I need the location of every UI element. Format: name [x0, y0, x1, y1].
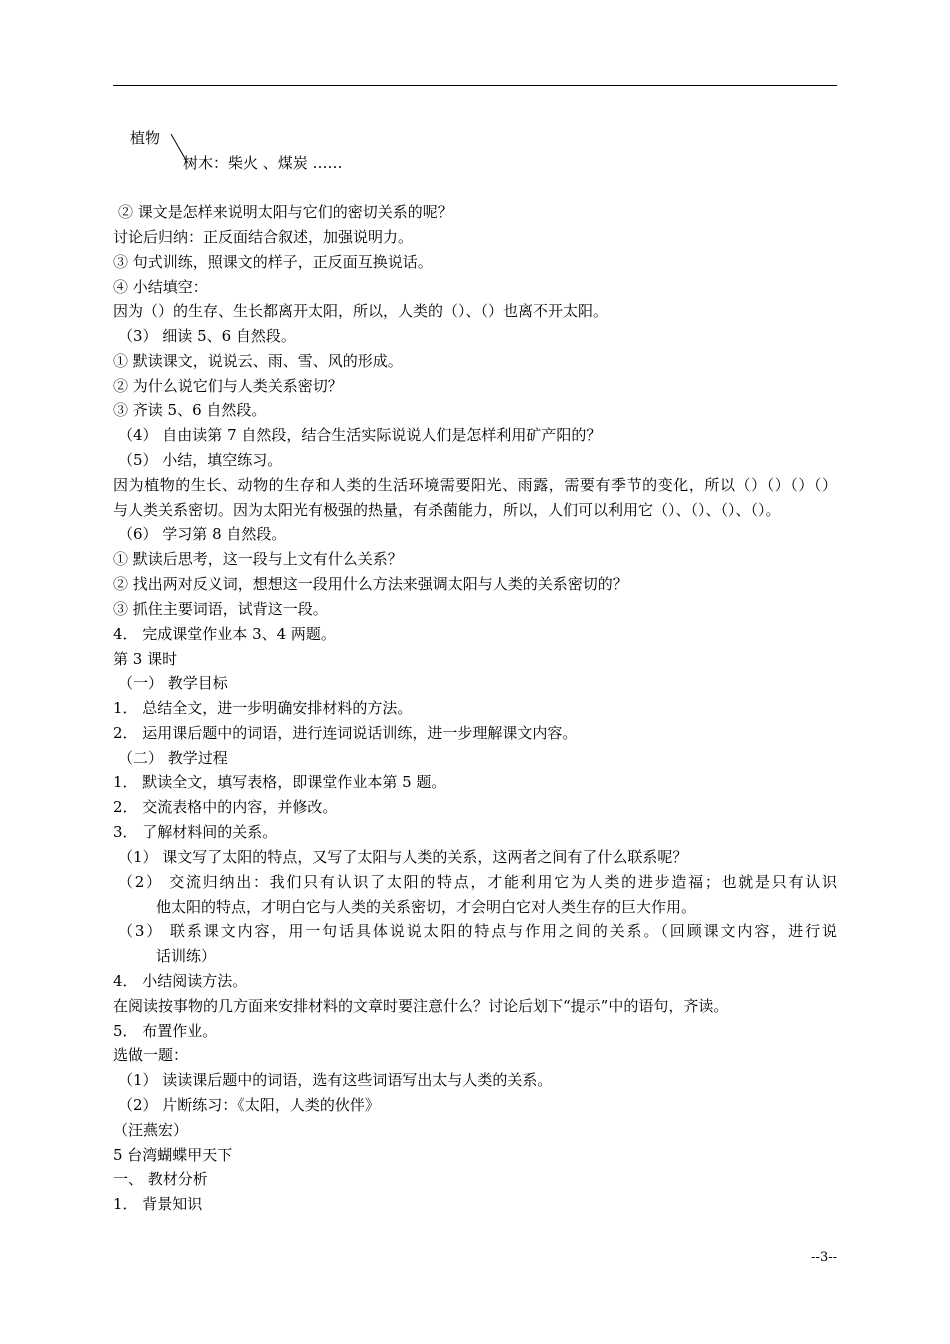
- lesson-heading: 第 3 课时: [113, 650, 178, 668]
- section-heading: （6） 学习第 8 自然段。: [118, 525, 287, 543]
- text-line: 在阅读按事物的几方面来安排材料的文章时要注意什么？讨论后划下“提示”中的语句，齐读。: [113, 997, 729, 1015]
- list-item: 1． 总结全文，进一步明确安排材料的方法。: [113, 699, 413, 717]
- section-heading: （一） 教学目标: [118, 674, 228, 692]
- section-heading: （二） 教学过程: [118, 749, 228, 767]
- text-line: 他太阳的特点，才明白它与人类的关系密切，才会明白它对人类生存的巨大作用。: [156, 898, 697, 916]
- lesson-heading: 5 台湾蝴蝶甲天下: [113, 1146, 233, 1164]
- plants-label: 植物: [130, 129, 161, 147]
- text-line: ③ 句式训练，照课文的样子，正反面互换说话。: [113, 253, 433, 271]
- header-rule: [113, 85, 837, 86]
- list-item: ① 默读后思考，这一段与上文有什么关系？: [113, 550, 403, 568]
- trees-line: 树木：柴火 、煤炭 ……: [183, 154, 343, 172]
- list-item: ① 默读课文，说说云、雨、雪、风的形成。: [113, 352, 403, 370]
- section-heading: （3） 细读 5、6 自然段。: [118, 327, 296, 345]
- list-item: （3） 联系课文内容，用一句话具体说说太阳的特点与作用之间的关系。（回顾课文内容，进行说: [118, 922, 837, 940]
- list-item: （2） 片断练习：《太阳，人类的伙伴》: [118, 1096, 380, 1114]
- text-line: 因为植物的生长、动物的生存和人类的生活环境需要阳光、雨露，需要有季节的变化，所以（）（）（）（）: [113, 476, 837, 494]
- list-item: 2． 交流表格中的内容，并修改。: [113, 798, 338, 816]
- text-line: 话训练）: [156, 947, 217, 965]
- list-item: ② 为什么说它们与人类关系密切？: [113, 377, 343, 395]
- text-line: 选做一题：: [113, 1046, 189, 1064]
- text-line: 与人类关系密切。因为太阳光有极强的热量，有杀菌能力，所以，人们可以利用它（）、（）、（）、（）。: [113, 501, 781, 519]
- list-item: ③ 齐读 5、6 自然段。: [113, 401, 267, 419]
- page-number: --3--: [811, 1250, 837, 1265]
- text-line: 因为（）的生存、生长都离开太阳，所以，人类的（）、（）也离不开太阳。: [113, 302, 609, 320]
- list-item: 3． 了解材料间的关系。: [113, 823, 278, 841]
- text-line: 讨论后归纳：正反面结合叙述，加强说明力。: [113, 228, 414, 246]
- section-heading: （5） 小结，填空练习。: [118, 451, 283, 469]
- list-item: 4． 完成课堂作业本 3、4 两题。: [113, 625, 336, 643]
- list-item: （1） 读读课后题中的词语，选有这些词语写出太与人类的关系。: [118, 1071, 553, 1089]
- text-line: ② 课文是怎样来说明太阳与它们的密切关系的呢？: [118, 203, 453, 221]
- list-item: （2） 交流归纳出：我们只有认识了太阳的特点，才能利用它为人类的进步造福；也就是只有认识: [118, 873, 837, 891]
- list-item: ③ 抓住主要词语，试背这一段。: [113, 600, 328, 618]
- section-heading: 一、 教材分析: [113, 1170, 208, 1188]
- list-item: ② 找出两对反义词，想想这一段用什么方法来强调太阳与人类的关系密切的？: [113, 575, 628, 593]
- list-item: 4． 小结阅读方法。: [113, 972, 248, 990]
- text-line: ④ 小结填空：: [113, 278, 208, 296]
- list-item: 1． 默读全文，填写表格，即课堂作业本第 5 题。: [113, 773, 447, 791]
- author-credit: （汪燕宏）: [113, 1121, 189, 1139]
- list-item: 1． 背景知识: [113, 1195, 203, 1213]
- list-item: 5． 布置作业。: [113, 1022, 218, 1040]
- list-item: 2． 运用课后题中的词语，进行连词说话训练，进一步理解课文内容。: [113, 724, 578, 742]
- section-heading: （4） 自由读第 7 自然段，结合生活实际说说人们是怎样利用矿产阳的？: [118, 426, 602, 444]
- list-item: （1） 课文写了太阳的特点，又写了太阳与人类的关系，这两者之间有了什么联系呢？: [118, 848, 688, 866]
